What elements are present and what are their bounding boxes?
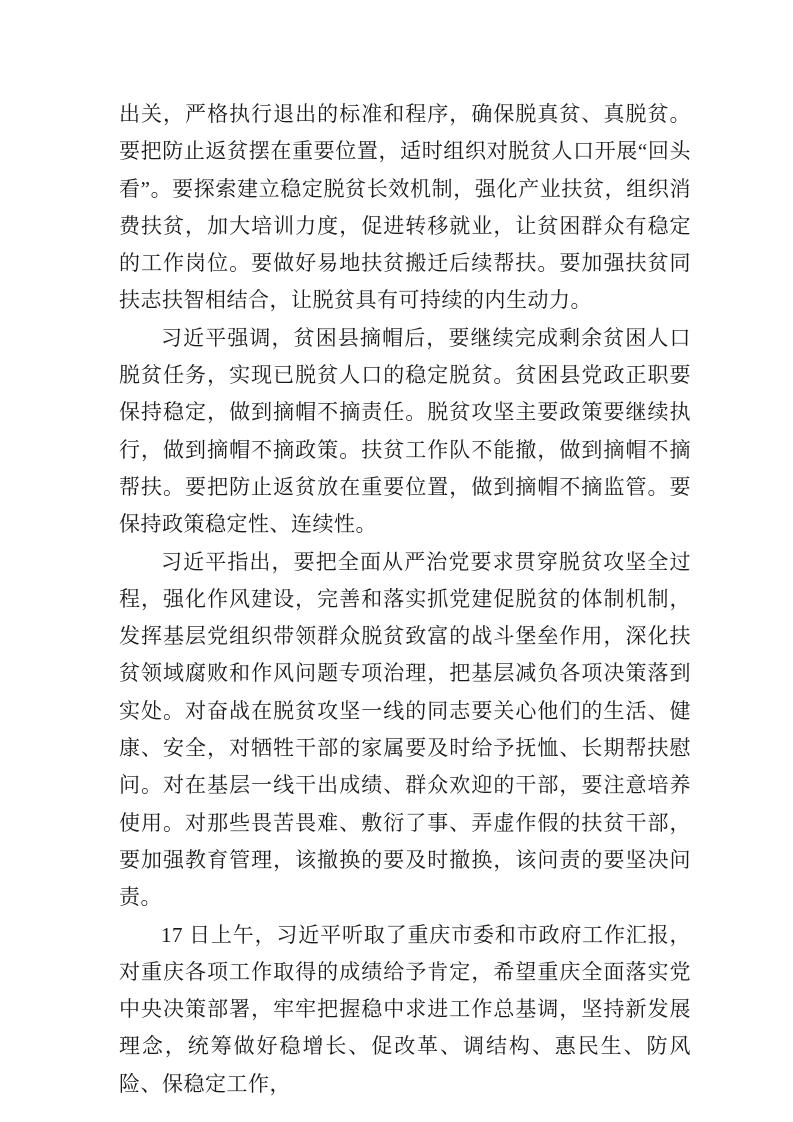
paragraph-continuation: 出关，严格执行退出的标准和程序，确保脱真贫、真脱贫。要把防止返贫摆在重要位置，适时组织对脱贫人口开展“回头看”。要探索建立稳定脱贫长效机制，强化产业扶贫，组织消费扶贫，加大培训力度，促进转移就业，让贫困群众有稳定的工作岗位。要做好易地扶贫搬迁后续帮扶。要加强扶贫同扶志扶智相结合，让脱贫具有可持续的内生动力。 bbox=[119, 102, 691, 313]
paragraph-xi-pointed-out: 习近平指出，要把全面从严治党要求贯穿脱贫攻坚全过程，强化作风建设，完善和落实抓党建促脱贫的体制机制，发挥基层党组织带领群众脱贫致富的战斗堡垒作用，深化扶贫领域腐败和作风问题专项治理，把基层减负各项决策落到实处。对奋战在脱贫攻坚一线的同志要关心他们的生活、健康、安全，对牺牲干部的家属要及时给予抚恤、长期帮扶慰问。对在基层一线干出成绩、群众欢迎的干部，要注意培养使用。对那些畏苦畏难、敷衍了事、弄虚作假的扶贫干部，要加强教育管理，该撤换的要及时撤换，该问责的要坚决问责。 bbox=[119, 549, 691, 910]
paragraph-chongqing-report: 17 日上午，习近平听取了重庆市委和市政府工作汇报，对重庆各项工作取得的成绩给予肯定，希望重庆全面落实党中央决策部署，牢牢把握稳中求进工作总基调，坚持新发展理念，统筹做好稳增长、促改革、调结构、惠民生、防风险、保稳定工作， bbox=[119, 922, 691, 1096]
paragraph-xi-emphasized: 习近平强调，贫困县摘帽后，要继续完成剩余贫困人口脱贫任务，实现已脱贫人口的稳定脱贫。贫困县党政正职要保持稳定，做到摘帽不摘责任。脱贫攻坚主要政策要继续执行，做到摘帽不摘政策。扶贫工作队不能撤，做到摘帽不摘帮扶。要把防止返贫放在重要位置，做到摘帽不摘监管。要保持政策稳定性、连续性。 bbox=[119, 325, 691, 537]
